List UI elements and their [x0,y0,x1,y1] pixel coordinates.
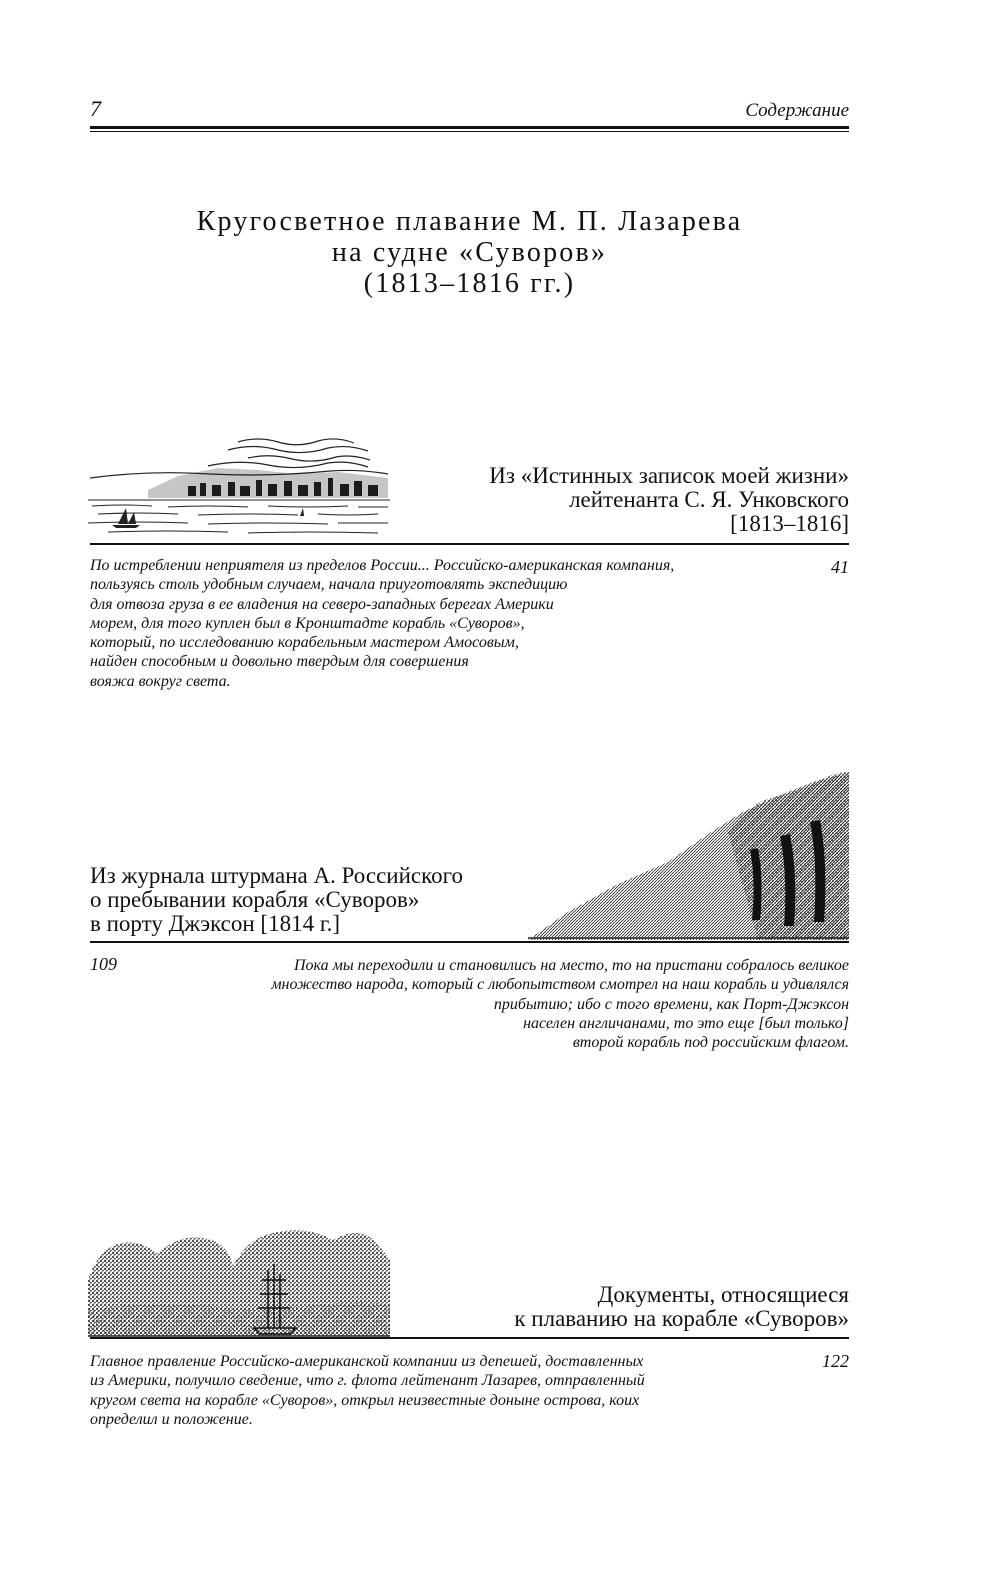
chapter-title-line: (1813–1816 гг.) [363,268,576,299]
summary-line: Главное правление Российско-американской компании из депешей, доставленных [90,1353,644,1370]
entry-title [489,464,849,536]
summary-line: второй корабль под российским флагом. [572,1034,849,1052]
summary-line: вояжа вокруг света. [90,672,231,690]
summary-line: из Америки, получило сведение, что г. флота лейтенант Лазарев, отправленный [90,1372,645,1390]
cliff-coast-engraving [528,772,849,940]
entry-title-line: [1813–1816] [730,511,849,536]
entry-summary [271,956,849,1052]
summary-line: определил и положение. [90,1410,253,1428]
header-rule-thick [90,126,849,129]
entry-title [514,1283,849,1331]
chapter-title-line: на судне «Суворов» [331,237,608,268]
entry-page-number: 109 [90,954,117,974]
running-head: Содержание [745,100,849,121]
entry-title-line: лейтенанта С. Я. Унковского [569,487,849,512]
summary-line: для отвоза груза в ее владения на северо-западных берегах Америки [90,595,554,613]
entry-title-line: Документы, относящиеся [597,1282,849,1307]
header-rule-thin [90,131,849,132]
summary-line: населен англичанами, то это еще [был только] [523,1014,849,1032]
entry-title-line: Из «Истинных записок моей жизни» [489,463,849,488]
entry-title-line: к плаванию на корабле «Суворов» [514,1306,849,1331]
entry-title-line: о пребывании корабля «Суворов» [90,887,420,912]
entry-summary [90,556,674,691]
entry-title [90,864,463,936]
entry-page-number: 122 [822,1351,849,1371]
chapter-title [90,206,849,299]
summary-line: прибытию; ибо с того времени, как Порт-Джэксон [493,995,849,1013]
entry-title-line: Из журнала штурмана А. Российского [90,863,463,888]
forested-island-engraving [88,1220,390,1338]
summary-line: множество народа, который с любопытством смотрел на наш корабль и удивлялся [271,976,849,994]
page-number: 7 [90,96,101,121]
summary-line: пользуясь столь удобным случаем, начала приуготовлять экспедицию [90,576,568,594]
chapter-title-line: Кругосветное плавание М. П. Лазарева [196,206,743,237]
entry-summary [90,1352,645,1429]
summary-line: найден способным и довольно твердым для совершения [90,653,469,671]
entry-rule [90,941,849,943]
coastal-town-engraving [88,428,390,542]
entry-rule [90,543,849,545]
summary-line: Пока мы переходили и становились на место, то на пристани собралось великое [293,957,849,974]
summary-line: По истреблении неприятеля из пределов России... Российско-американская компания, [90,557,675,574]
entry-page-number: 41 [831,557,849,577]
summary-line: кругом света на корабле «Суворов», открыл неизвестные доныне острова, коих [90,1391,640,1409]
entry-title-line: в порту Джэксон [1814 г.] [90,911,341,936]
summary-line: морем, для того куплен был в Кронштадте корабль «Суворов», [90,614,525,632]
summary-line: который, по исследованию корабельным мастером Амосовым, [90,634,519,652]
entry-rule [90,1337,849,1339]
